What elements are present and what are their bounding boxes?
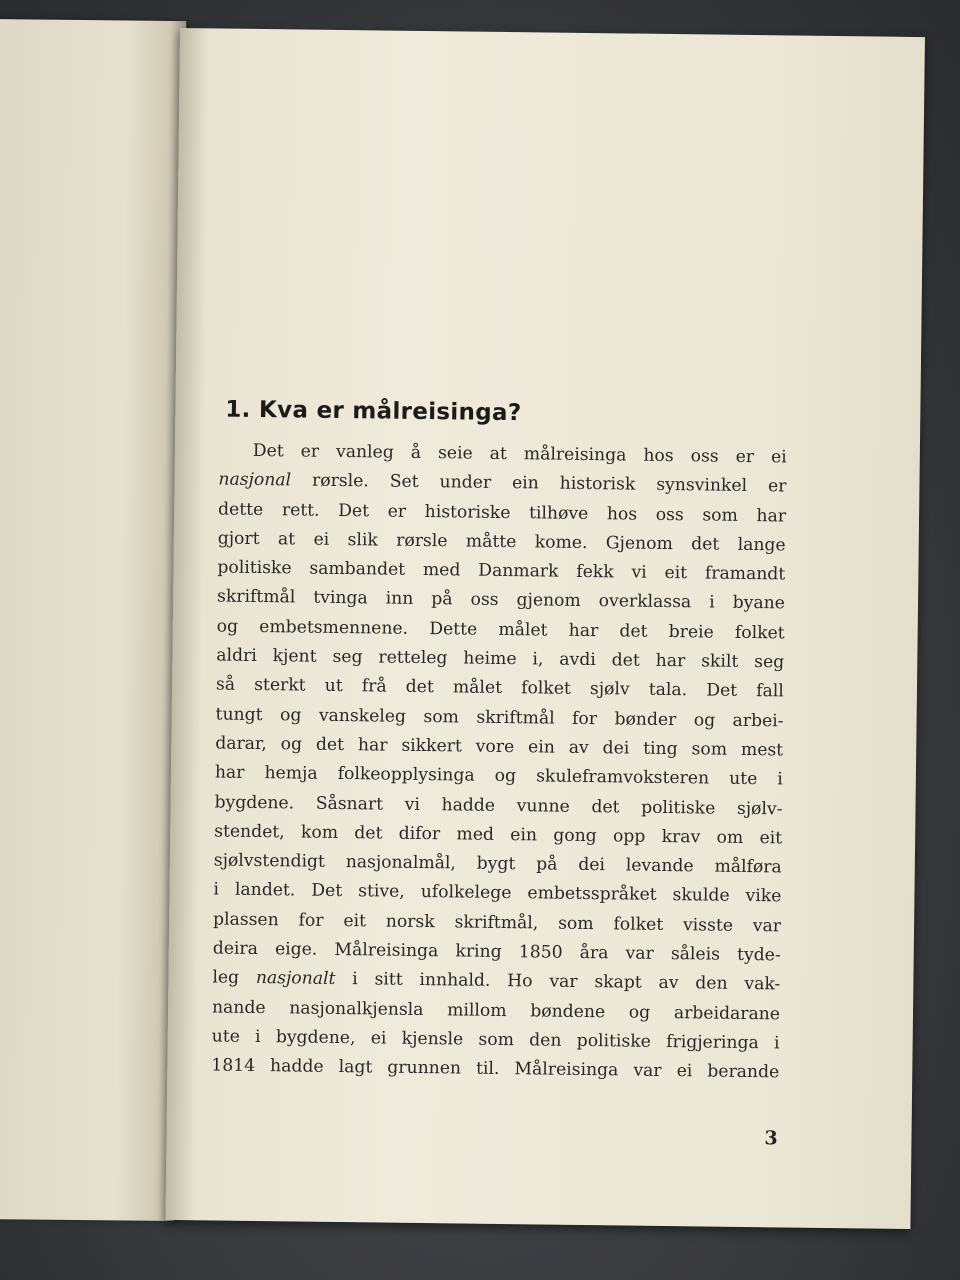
- word: ei: [676, 1061, 693, 1082]
- word: Såsnart: [315, 793, 384, 815]
- word: eit: [343, 910, 367, 932]
- word: i: [709, 592, 715, 614]
- word: lange: [737, 534, 786, 556]
- word: kome.: [534, 532, 588, 553]
- line-text: i: [352, 969, 358, 990]
- word: kring: [455, 941, 502, 963]
- word: Det: [706, 680, 738, 702]
- word: det: [315, 734, 345, 756]
- word: oss: [655, 504, 684, 525]
- word: vike: [745, 886, 782, 907]
- word: norsk: [385, 911, 435, 932]
- word: som: [702, 505, 738, 526]
- word: skuleframvoksteren: [536, 766, 710, 789]
- word: eit: [759, 828, 783, 849]
- word: difor: [398, 823, 441, 845]
- line-text: aldri: [216, 645, 257, 667]
- word: det: [354, 823, 383, 844]
- word: hos: [643, 445, 674, 467]
- word: sjølv-: [736, 798, 783, 819]
- word: visste: [682, 914, 734, 936]
- word: berande: [707, 1061, 780, 1083]
- word: som: [558, 913, 594, 934]
- line-text: gjort: [217, 528, 260, 549]
- word: tvinga: [313, 588, 368, 609]
- word: opp: [612, 826, 646, 847]
- word: åra: [579, 942, 609, 964]
- word: målet: [498, 619, 548, 641]
- line-text: dette: [218, 499, 264, 520]
- word: hadde: [269, 1056, 324, 1078]
- word: fekk: [576, 562, 614, 583]
- word: breie: [668, 621, 714, 643]
- word: vi: [404, 794, 421, 815]
- word: ei: [313, 529, 330, 550]
- word: bøndene: [530, 1000, 606, 1022]
- word: oss: [470, 590, 499, 611]
- word: Målreisinga: [334, 940, 439, 962]
- word: og: [280, 734, 303, 755]
- word: ute: [729, 769, 758, 790]
- word: lagt: [338, 1057, 373, 1078]
- word: landet.: [234, 880, 296, 901]
- word: ein: [510, 824, 538, 846]
- word: kom: [300, 822, 339, 843]
- word: folket: [613, 914, 664, 935]
- word: ting: [643, 738, 678, 760]
- word: skriftmål,: [454, 912, 539, 934]
- word: har: [756, 505, 787, 527]
- line-text: Det: [252, 440, 284, 462]
- word: den: [529, 1030, 562, 1051]
- line-text: bygdene.: [214, 792, 295, 814]
- word: Danmark: [478, 560, 559, 582]
- word: hemja: [264, 763, 318, 785]
- word: folket: [521, 678, 571, 700]
- word: arbei-: [732, 710, 784, 732]
- word: vanleg: [335, 441, 394, 463]
- word: stive,: [358, 881, 405, 903]
- word: ut: [324, 676, 343, 697]
- word: overklassa: [598, 591, 692, 613]
- word: millom: [447, 999, 507, 1021]
- word: såleis: [670, 944, 721, 965]
- word: av: [658, 973, 679, 994]
- word: Set: [389, 471, 419, 493]
- word: i: [777, 769, 783, 790]
- line-text: deira: [212, 938, 259, 960]
- word: er: [767, 476, 787, 497]
- word: og: [693, 710, 716, 731]
- right-page: [165, 28, 925, 1229]
- word: sterkt: [254, 675, 306, 696]
- word: at: [277, 529, 296, 550]
- line-text: sjølvstendigt: [213, 850, 326, 872]
- word: seie: [437, 443, 473, 464]
- word: skilt: [701, 651, 739, 672]
- word: sikkert: [401, 735, 462, 757]
- word: gong: [553, 825, 597, 847]
- word: og: [494, 766, 517, 787]
- word: bønder: [614, 709, 677, 730]
- word: nasjonalmål,: [345, 852, 457, 874]
- word: som: [478, 1029, 515, 1051]
- line-text: så: [215, 674, 236, 696]
- line-text: rørsle.: [311, 470, 369, 492]
- word: målføra: [714, 856, 782, 878]
- word: krav: [661, 826, 701, 848]
- word: historisk: [559, 473, 636, 495]
- word: gjenom: [516, 590, 581, 612]
- word: tala.: [648, 680, 688, 701]
- word: ei: [370, 1028, 387, 1049]
- word: i: [773, 1033, 780, 1054]
- word: hadde: [441, 794, 496, 816]
- word: og: [279, 704, 302, 726]
- line-text: nande: [211, 997, 266, 1018]
- word: rett.: [281, 499, 320, 521]
- word: ein: [527, 737, 555, 758]
- word: det: [619, 621, 648, 642]
- line-text: ute: [211, 1026, 240, 1047]
- word: ei: [770, 447, 787, 468]
- word: Det: [338, 500, 370, 521]
- word: politiske: [641, 797, 716, 819]
- word: seg: [754, 652, 785, 673]
- word: kjent: [272, 646, 317, 667]
- word: frå: [361, 676, 387, 697]
- word: vore: [475, 736, 515, 758]
- word: det: [611, 650, 640, 671]
- word: bygdene,: [275, 1027, 356, 1049]
- word: av: [568, 737, 589, 759]
- word: Gjenom: [605, 533, 673, 554]
- word: i,: [532, 649, 544, 670]
- word: grunnen: [387, 1057, 462, 1079]
- word: politiske: [576, 1030, 652, 1052]
- word: tilhøve: [528, 502, 589, 524]
- word: under: [439, 472, 492, 494]
- word: sambandet: [309, 558, 406, 580]
- word: Dette: [429, 618, 478, 640]
- word: var: [625, 943, 654, 964]
- word: vanskeleg: [318, 705, 407, 727]
- italic-word: nasjonalt: [255, 968, 336, 990]
- word: det: [405, 677, 434, 698]
- line-text: plassen: [212, 909, 279, 931]
- word: for: [298, 910, 324, 931]
- word: måtte: [465, 531, 517, 553]
- word: var: [633, 1060, 662, 1082]
- word: var: [752, 915, 782, 937]
- word: avdi: [559, 649, 596, 671]
- word: sjølv: [589, 679, 630, 700]
- word: framandt: [704, 563, 786, 585]
- word: målet: [452, 677, 503, 699]
- word: heime: [463, 648, 517, 670]
- word: fall: [756, 681, 784, 702]
- word: skapt: [594, 972, 642, 994]
- word: historiske: [424, 501, 511, 523]
- line-text: politiske: [217, 557, 292, 579]
- word: embetsspråket: [527, 883, 657, 906]
- line-text: og: [216, 616, 239, 637]
- word: vak-: [744, 974, 781, 995]
- line-text: stendet,: [214, 821, 285, 843]
- word: har: [655, 650, 686, 672]
- body-text: [211, 437, 787, 1088]
- word: eige.: [274, 939, 318, 960]
- word: kjensle: [401, 1028, 464, 1050]
- word: rørsle: [396, 530, 448, 552]
- word: dei: [578, 855, 606, 876]
- word: folket: [734, 622, 785, 644]
- word: oss: [690, 446, 719, 467]
- word: arbeidarane: [673, 1002, 781, 1025]
- word: 1850: [518, 942, 563, 963]
- line-text: 1814: [211, 1055, 256, 1077]
- word: er: [300, 441, 320, 462]
- word: frigjeringa: [666, 1031, 759, 1054]
- word: på: [431, 589, 453, 610]
- word: til.: [475, 1058, 500, 1080]
- word: byane: [732, 593, 786, 614]
- left-page: [0, 19, 186, 1221]
- word: har: [357, 735, 388, 756]
- word: som: [423, 706, 460, 728]
- word: er: [735, 446, 755, 468]
- word: skriftmål: [476, 707, 555, 729]
- word: om: [716, 827, 744, 848]
- word: å: [410, 442, 422, 463]
- word: Målreisinga: [514, 1059, 619, 1081]
- word: bygt: [476, 853, 516, 875]
- word: levande: [625, 855, 694, 877]
- word: ufolkelege: [420, 882, 512, 904]
- word: i: [254, 1026, 261, 1047]
- word: er: [387, 501, 407, 522]
- word: det: [591, 796, 620, 817]
- word: sitt: [374, 969, 403, 991]
- word: vi: [631, 562, 647, 583]
- line-text: skriftmål: [216, 586, 296, 608]
- line-text: i: [213, 879, 220, 900]
- word: folkeopplysinga: [337, 764, 475, 786]
- word: har: [568, 620, 599, 641]
- word: mest: [740, 739, 784, 761]
- word: for: [571, 708, 598, 729]
- word: vunne: [516, 795, 570, 817]
- word: med: [456, 824, 495, 845]
- word: retteleg: [378, 647, 448, 669]
- word: tyde-: [736, 944, 781, 966]
- word: Det: [311, 881, 343, 902]
- word: seg: [332, 646, 363, 668]
- word: dei: [602, 738, 630, 759]
- page-number: 3: [764, 1127, 778, 1150]
- line-text: tungt: [215, 704, 263, 725]
- word: embetsmennene.: [259, 616, 409, 639]
- line-text: har: [214, 762, 245, 784]
- word: og: [628, 1002, 651, 1023]
- word: skulde: [672, 885, 730, 907]
- line-text: darar,: [215, 733, 267, 755]
- word: inn: [385, 589, 414, 610]
- word: hos: [606, 503, 638, 525]
- chapter-heading: 1. Kva er målreisinga?: [225, 396, 522, 427]
- word: synsvinkel: [656, 475, 748, 497]
- word: den: [695, 973, 728, 995]
- word: på: [536, 854, 558, 875]
- word: ein: [511, 473, 539, 494]
- line-text: leg: [212, 967, 240, 989]
- word: Ho: [507, 971, 533, 992]
- word: nasjonalkjensla: [289, 998, 424, 1020]
- word: målreisinga: [523, 444, 627, 466]
- word: det: [691, 534, 720, 555]
- word: slik: [347, 529, 378, 551]
- word: eit: [664, 563, 688, 584]
- italic-word: nasjonal: [218, 469, 292, 491]
- word: med: [422, 560, 461, 581]
- word: var: [549, 971, 578, 993]
- word: innhald.: [419, 970, 491, 992]
- word: som: [691, 739, 728, 760]
- word: at: [489, 443, 507, 465]
